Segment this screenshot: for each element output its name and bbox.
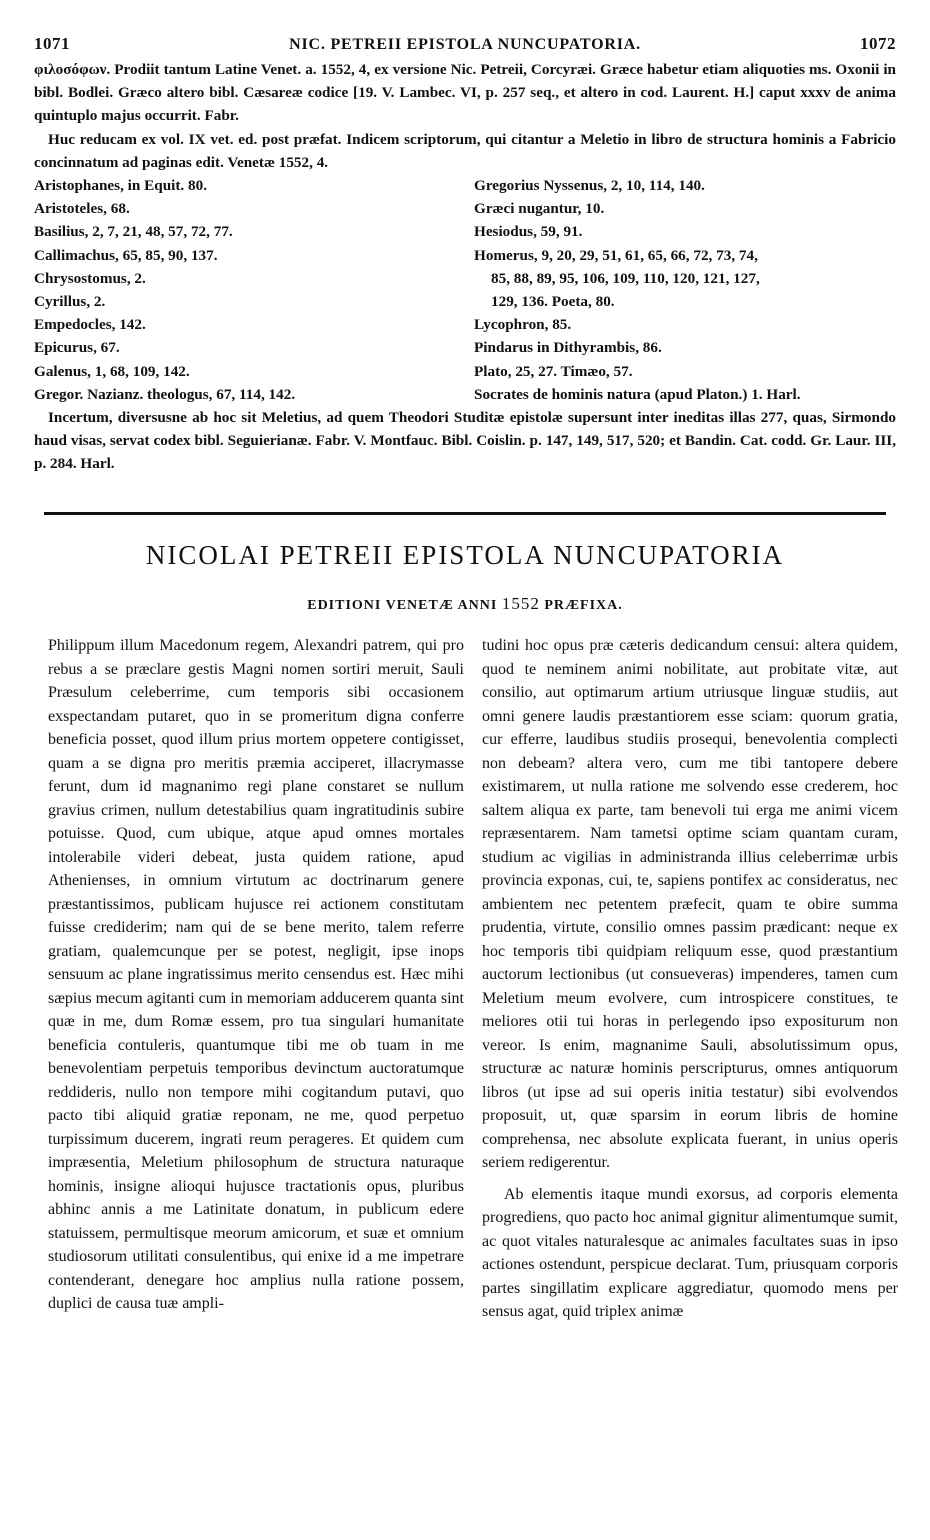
running-header [34,34,896,58]
index-entry: Plato, 25, 27. Timæo, 57. [474,362,633,380]
subtitle-year: 1552 [501,594,540,613]
note-block [34,406,896,476]
index-entry: Socrates de hominis natura (apud Platon.) 1. Harl. [474,385,801,403]
left-column-paragraph: Philippum illum Macedonum regem, Alexandri patrem, qui pro rebus a se præclare gestis Magni nomen sortiri meruit, Sauli Præsulum celeberrime, cum temporis sibi occasionem exspectandam putaret, quo in se promeritum digna conferre beneficia posset, quod illum prius mortem oppetere contigisset, quam a se digna pro meritis præmia acciperet, illacrymasse ferunt, dum id magnanimo regi plane constaret se nullum gravius crimen, nullum detestabilius quam ingratitudinis subire potuisse. Quod, cum ubique, atque apud omnes mortales intolerabile videri debeat, justa quidem ratione, apud Athenienses, in omnium virtutum ac doctrinarum genere præstantissimos, publicam hujusce rei actionem constitutam fuisse crediderim; nam qui de se bene merito, talem referre gratiam, qualemcunque per se potest, negligit, ipse inops sensuum ac plane ingratissimus merito censendus est. Hæc mihi sæpius mecum agitanti cum in memoriam adducerem quanta sint quæ in me, dum Romæ essem, pro tua singulari humanitate beneficia contuleris, quantumque tibi me ob tuam in me benevolentiam perpetuis temporibus devinctum auctoratumque reddideris, nullo non tempore mihi cogitandum putavi, quo pacto tibi aliquid gratiæ reponam, ne me, quod perpetuo turpissimum ducerem, ingrati reum perageres. Et quidem cum impræsentia, Meletium philosophum de structura naturaque hominis, insigne alioqui hujusce tractationis opus, pluribus abhinc annis a me Latinitate donatum, in publicum edere statuissem, permultisque meorum amicorum, et suæ et omnium studiosorum utilitati consulentibus, qui enixe id a me impetrare contenderant, denegare hoc amplius nulla ratione possem, duplici de causa tuæ ampli- [48,637,464,1312]
index-entry: Pindarus in Dithyrambis, 86. [474,339,662,357]
index-entry: Homerus, 9, 20, 29, 51, 61, 65, 66, 72, 73, 74, [474,246,758,264]
text-column-left [48,634,464,1316]
running-title: NIC. PETREII EPISTOLA NUNCUPATORIA. [289,36,641,53]
index-entry: Gregor. Nazianz. theologus, 67, 114, 142. [34,385,296,403]
index-entry: Chrysostomus, 2. [34,269,146,287]
index-entry: Cyrillus, 2. [34,293,106,311]
index-entry: Hesiodus, 59, 91. [474,223,583,241]
index-column-right [474,174,896,406]
right-column-paragraph-2: Ab elementis itaque mundi exorsus, ad corporis elementa progrediens, quo pacto hoc animal gignitur alimentumque sumit, ac quot vitales naturalesque ac animales facultates suas in ipso actiones ostendunt, perspicue declarat. Tum, priusquam corporis partes singillatim explicare aggrediatur, quomodo mens per sensus agat, quid triplex animæ [482,1185,898,1320]
page-number-right: 1072 [859,34,896,53]
index-entry: Empedocles, 142. [34,316,146,334]
section-subtitle [0,594,930,614]
index-entry-continued: 85, 88, 89, 95, 106, 109, 110, 120, 121, 127, [491,269,760,287]
note-paragraph: Incertum, diversusne ab hoc sit Meletius, ad quem Theodori Studitæ epistolæ supersunt inter ineditas illas 277, quas, Sirmondo haud visas, servat codex bibl. Seguierianæ. Fabr. V. Montfauc. Bibl. Coislin. p. 147, 149, 517, 520; et Bandin. Cat. codd. Gr. Laur. III, p. 284. Harl. [34,409,896,473]
page [34,34,896,476]
right-column-paragraph-1: tudini hoc opus præ cæteris dedicandum censui: altera quidem, quod te neminem animi nobilitate, aut probitate vitæ, aut consilio, aut optimarum artium utriusque linguæ studiis, aut omni genere laudis præstantiorem esse sciam: quorum gratia, cur efferre, laudibus studiis prosequi, benevolentia complecti non debeam? altera vero, cum me tibi tantopere debere existimarem, ut nulla ratione me solvendo esse crederem, hoc saltem aliqua ex parte, tam benevoli tui erga me animi vicem repræsentarem. Nam tametsi optime sciam quantam curam, studium ac vigilias in administranda illius celeberrimæ urbis provincia exponas, cui, te, sapiens pontifex ac consideratus, nec ambientem nec petentem præfecit, quam te obire summa prudentia, virtute, consilio omnes passim prædicant: neque ex hoc temporis tibi quidpiam reliquum esse, quod præstantium auctorum lectionibus (ut consueveras) impenderes, tamen cum Meletium meum evolvere, cum introspicere constitues, te meliores otii tui horas in perlegendo ipso expositurum non vereor. Is enim, magnanime Sauli, absolutissimum opus, structuræ ac naturæ hominis perscripturus, omnes antiquorum libros (ut ipse ad sui operis initia testatur) sibi evolvendos proposuit, ut, quæ sparsim in eorum libris de homine comprehensa, nec absolute explicata fuerant, in unius operis seriem redigerentur. [482,637,898,1171]
footnote-block [34,58,896,174]
index-entry: Aristoteles, 68. [34,200,130,218]
subtitle-part-a: EDITIONI VENETÆ ANNI [307,598,498,613]
index-column-left [34,174,474,406]
index-entry-continued: 129, 136. Poeta, 80. [491,293,615,311]
index-entry: Epicurus, 67. [34,339,120,357]
footnote-paragraph-1: φιλοσόφων. Prodiit tantum Latine Venet. a. 1552, 4, ex versione Nic. Petreii, Corcyræi. Græce habetur etiam aliquoties ms. Oxonii in bibl. Bodlei. Græco altero bibl. Cæsareæ codice [19. V. Lambec. VI, p. 257 seq., et altero in cod. Laurent. H.] caput xxxv de anima quintuplo majus occurrit. Fabr. [34,61,896,125]
page-number-left: 1071 [34,34,70,53]
index-entry: Galenus, 1, 68, 109, 142. [34,362,190,380]
index-entry: Callimachus, 65, 85, 90, 137. [34,246,218,264]
index-entry: Lycophron, 85. [474,316,572,334]
author-index [34,174,896,406]
subtitle-part-b: PRÆFIXA. [544,598,623,613]
section-title: NICOLAI PETREII EPISTOLA NUNCUPATORIA [145,540,785,570]
footnote-paragraph-2: Huc reducam ex vol. IX vet. ed. post præfat. Indicem scriptorum, qui citantur a Meletio in libro de structura hominis a Fabricio concinnatum ad paginas edit. Venetæ 1552, 4. [34,130,896,171]
index-entry: Gregorius Nyssenus, 2, 10, 114, 140. [474,177,705,195]
index-entry: Basilius, 2, 7, 21, 48, 57, 72, 77. [34,223,233,241]
index-entry: Aristophanes, in Equit. 80. [34,177,208,195]
section-divider [44,512,886,515]
text-column-right [482,634,898,1324]
index-entry: Græci nugantur, 10. [474,200,605,218]
